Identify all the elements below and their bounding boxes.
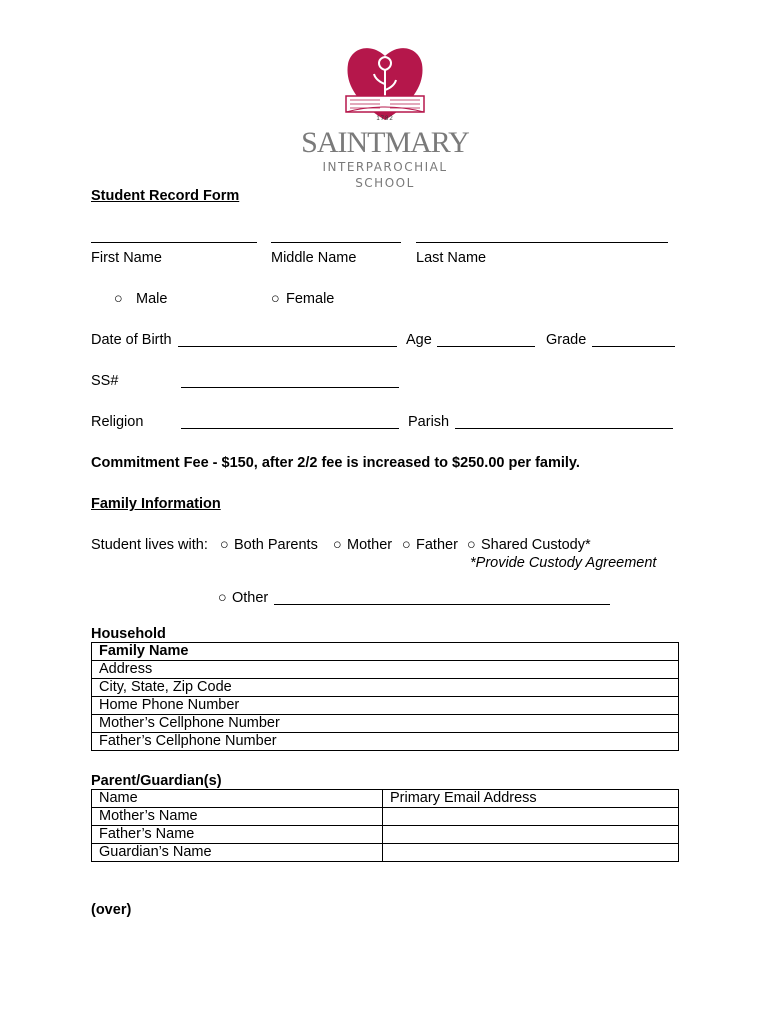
middle-name-field[interactable]: [271, 242, 401, 243]
table-row: [92, 643, 679, 661]
household-row-label[interactable]: Address: [92, 661, 679, 679]
logo-subtitle-2: SCHOOL: [355, 176, 415, 190]
guardian-name-header: Name: [92, 790, 383, 808]
male-label: Male: [136, 291, 168, 307]
father-label: Father: [416, 537, 458, 553]
grade-field[interactable]: [592, 346, 675, 347]
first-name-field[interactable]: [91, 242, 257, 243]
table-row: [92, 826, 679, 844]
mother-radio[interactable]: ○: [333, 537, 342, 553]
dob-label: Date of Birth: [91, 332, 172, 348]
last-name-field[interactable]: [416, 242, 668, 243]
household-row-label[interactable]: Family Name: [92, 643, 679, 661]
middle-name-label: Middle Name: [271, 250, 357, 266]
table-row: [92, 697, 679, 715]
guardian-row-label[interactable]: Mother’s Name: [92, 808, 383, 826]
guardians-table: [91, 789, 679, 862]
school-logo: [300, 42, 470, 192]
table-row: [92, 844, 679, 862]
family-info-heading: Family Information: [91, 496, 221, 512]
lives-with-label: Student lives with:: [91, 537, 208, 553]
age-label: Age: [406, 332, 432, 348]
both-parents-radio[interactable]: ○: [220, 537, 229, 553]
household-heading: Household: [91, 626, 166, 642]
heart-rose-emblem-icon: [300, 42, 470, 122]
custody-note: *Provide Custody Agreement: [470, 555, 657, 571]
ss-field[interactable]: [181, 387, 399, 388]
parish-label: Parish: [408, 414, 450, 430]
guardian-email-cell[interactable]: [383, 808, 679, 826]
male-radio[interactable]: ○: [114, 291, 123, 307]
over-label: (over): [91, 902, 132, 918]
other-field[interactable]: [274, 604, 610, 605]
table-row: [92, 733, 679, 751]
religion-label: Religion: [91, 414, 144, 430]
shared-custody-radio[interactable]: ○: [467, 537, 476, 553]
father-radio[interactable]: ○: [402, 537, 411, 553]
grade-label: Grade: [546, 332, 587, 348]
household-row-label[interactable]: City, State, Zip Code: [92, 679, 679, 697]
table-row: [92, 790, 679, 808]
other-radio[interactable]: ○: [218, 590, 227, 606]
female-radio[interactable]: ○: [271, 291, 280, 307]
guardian-row-label[interactable]: Guardian’s Name: [92, 844, 383, 862]
fee-notice: Commitment Fee - $150, after 2/2 fee is increased to $250.00 per family.: [91, 455, 580, 471]
form-title: Student Record Form: [91, 188, 240, 204]
both-parents-label: Both Parents: [234, 537, 318, 553]
table-row: [92, 661, 679, 679]
shared-custody-label: Shared Custody*: [481, 537, 591, 553]
table-row: [92, 808, 679, 826]
religion-field[interactable]: [181, 428, 399, 429]
logo-year: 1782: [376, 116, 394, 122]
guardian-email-header: Primary Email Address: [383, 790, 679, 808]
guardian-email-cell[interactable]: [383, 826, 679, 844]
age-field[interactable]: [437, 346, 535, 347]
household-table: [91, 642, 679, 751]
logo-name: SAINTMARY: [301, 126, 469, 159]
first-name-label: First Name: [91, 250, 162, 266]
female-label: Female: [286, 291, 335, 307]
table-row: [92, 715, 679, 733]
parish-field[interactable]: [455, 428, 673, 429]
guardian-email-cell[interactable]: [383, 844, 679, 862]
other-label: Other: [232, 590, 269, 606]
guardians-heading: Parent/Guardian(s): [91, 773, 222, 789]
ss-label: SS#: [91, 373, 119, 389]
table-row: [92, 679, 679, 697]
last-name-label: Last Name: [416, 250, 487, 266]
mother-label: Mother: [347, 537, 393, 553]
logo-subtitle: INTERPAROCHIAL: [322, 160, 448, 174]
guardian-row-label[interactable]: Father’s Name: [92, 826, 383, 844]
household-row-label[interactable]: Home Phone Number: [92, 697, 679, 715]
household-row-label[interactable]: Father’s Cellphone Number: [92, 733, 679, 751]
dob-field[interactable]: [178, 346, 397, 347]
household-row-label[interactable]: Mother’s Cellphone Number: [92, 715, 679, 733]
